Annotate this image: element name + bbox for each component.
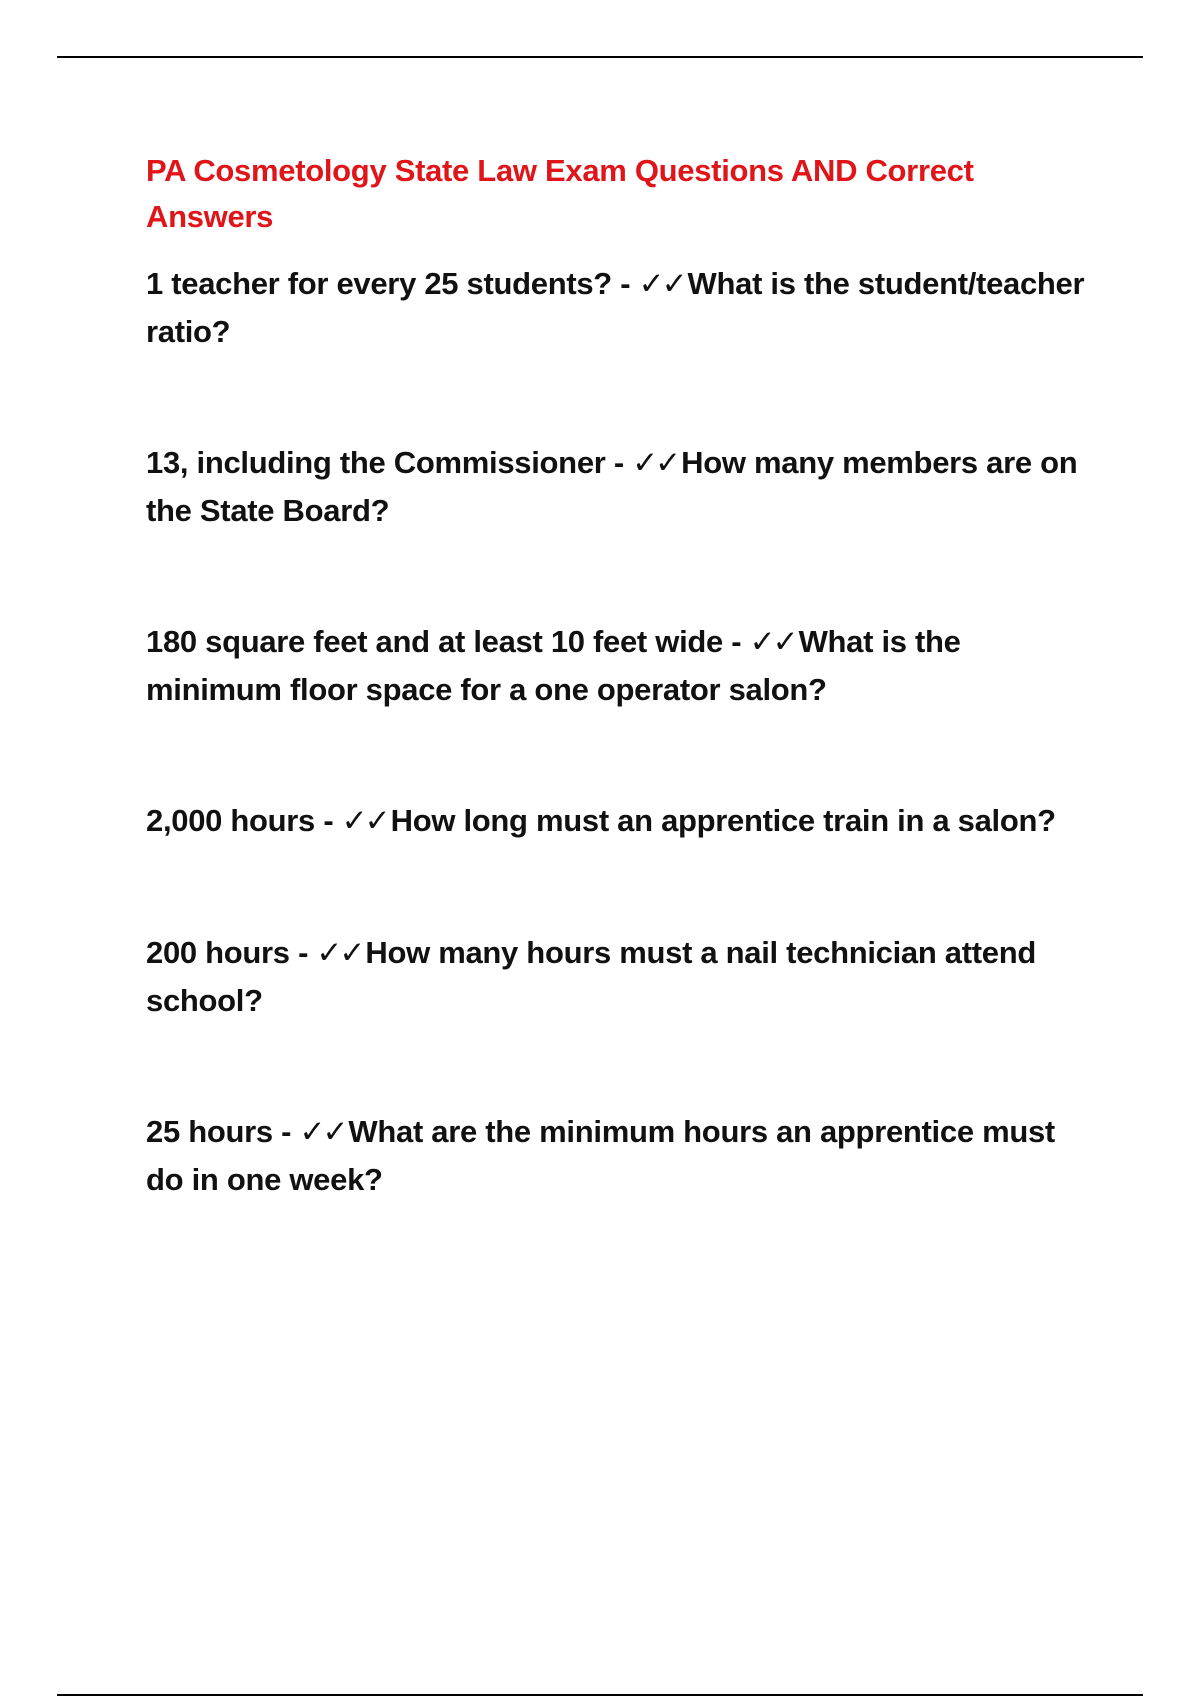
question-text: What is the student/teacher ratio? xyxy=(146,266,1085,349)
document-body xyxy=(146,148,1090,1287)
separator: - xyxy=(272,1114,300,1149)
qa-item xyxy=(146,618,1090,713)
question-text: How long must an apprentice train in a salon? xyxy=(390,803,1056,838)
double-checkmark-icon: ✓✓ xyxy=(316,935,363,971)
qa-item xyxy=(146,929,1090,1024)
separator: - xyxy=(611,266,639,301)
separator: - xyxy=(722,624,750,659)
answer-text: 200 hours xyxy=(146,935,290,970)
qa-item xyxy=(146,1108,1090,1203)
double-checkmark-icon: ✓✓ xyxy=(632,445,679,481)
double-checkmark-icon: ✓✓ xyxy=(341,803,388,839)
header-rule xyxy=(57,56,1143,58)
double-checkmark-icon: ✓✓ xyxy=(638,266,685,302)
separator: - xyxy=(289,935,317,970)
question-text: How many members are on the State Board? xyxy=(146,445,1078,528)
answer-text: 13, including the Commissioner xyxy=(146,445,606,480)
question-text: What is the minimum floor space for a one operator salon? xyxy=(146,624,961,707)
question-text: What are the minimum hours an apprentice must do in one week? xyxy=(146,1114,1055,1197)
answer-text: 1 teacher for every 25 students? xyxy=(146,266,612,301)
qa-list xyxy=(146,260,1090,1203)
qa-item xyxy=(146,439,1090,534)
double-checkmark-icon: ✓✓ xyxy=(299,1114,346,1150)
footer-rule xyxy=(57,1694,1143,1696)
separator: - xyxy=(315,803,342,838)
question-text: How many hours must a nail technician attend school? xyxy=(146,935,1037,1018)
document-title: PA Cosmetology State Law Exam Questions AND Correct Answers xyxy=(146,153,974,234)
double-checkmark-icon: ✓✓ xyxy=(749,624,796,660)
answer-text: 180 square feet and at least 10 feet wide xyxy=(146,624,723,659)
answer-text: 2,000 hours xyxy=(146,803,316,838)
answer-text: 25 hours xyxy=(146,1114,273,1149)
separator: - xyxy=(605,445,633,480)
qa-item xyxy=(146,797,1090,845)
qa-item xyxy=(146,260,1090,355)
